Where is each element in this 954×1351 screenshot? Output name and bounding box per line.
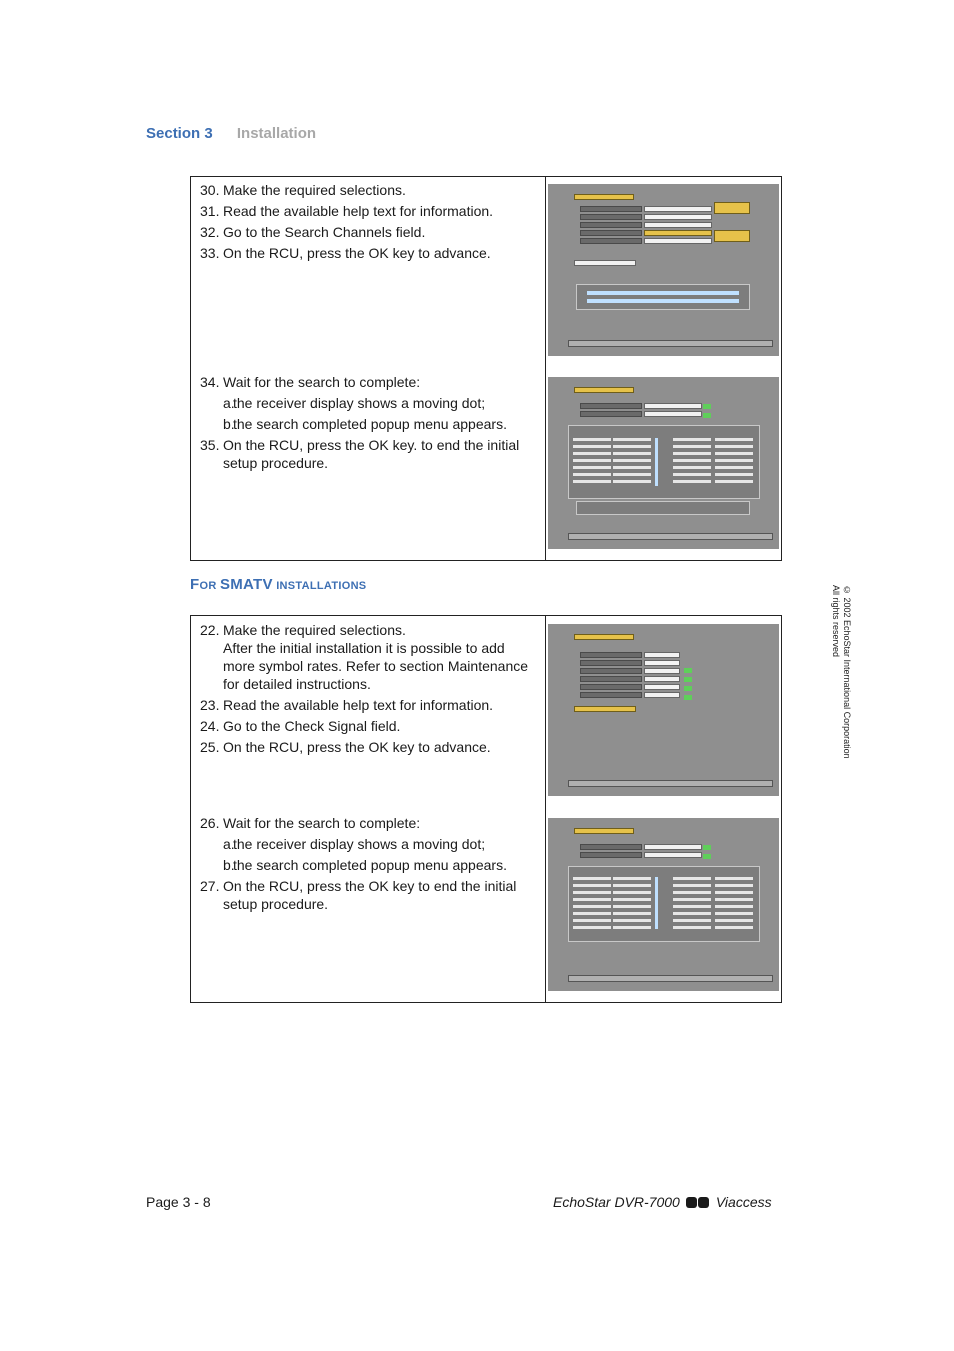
- step-34-b: b. the search completed popup menu appears.: [223, 416, 507, 432]
- step-34: 34. Wait for the search to complete:: [200, 374, 421, 390]
- scrollbar: [655, 438, 658, 486]
- progress-panel: [576, 501, 750, 515]
- screenshot-program-satellites: [548, 184, 779, 356]
- signal-meter-panel: [576, 284, 750, 310]
- menu-title-bar: [574, 387, 634, 393]
- step-30: 30. Make the required selections.: [200, 182, 406, 198]
- radio-channel-column: [715, 877, 753, 929]
- field-label: [580, 676, 642, 682]
- field-value: [644, 692, 680, 698]
- step-23: 23. Read the available help text for information.: [200, 697, 494, 713]
- field-label: [580, 222, 642, 228]
- tv-channel-column: [613, 438, 651, 486]
- tv-channel-column: [573, 438, 611, 486]
- step-34-a: a. the receiver display shows a moving dot;: [223, 395, 486, 411]
- product-suffix: Viaccess: [715, 1194, 772, 1210]
- step-27: 27. On the RCU, press the OK key to end the initial setup procedure.: [200, 878, 517, 912]
- field-label: [580, 411, 642, 417]
- channel-list-panel: [568, 425, 760, 499]
- field-value: [644, 676, 680, 682]
- field-label: [580, 206, 642, 212]
- cd-logo-icon: [686, 1197, 710, 1208]
- field-label: [580, 668, 642, 674]
- tv-channel-column: [573, 877, 611, 929]
- running-header: [146, 125, 316, 142]
- field-label: [580, 403, 642, 409]
- field-value: [644, 684, 680, 690]
- column-divider: [545, 616, 546, 1002]
- field-label: [580, 844, 642, 850]
- scrollbar: [655, 877, 658, 929]
- field-value: [644, 844, 702, 850]
- product-footer: [553, 1194, 772, 1210]
- field-value: [644, 411, 702, 417]
- step-24: 24. Go to the Check Signal field.: [200, 718, 401, 734]
- field-value: [644, 660, 680, 666]
- field-label: [580, 692, 642, 698]
- tv-channel-column: [613, 877, 651, 929]
- section-label: Section 3: [146, 125, 213, 142]
- menu-title-bar: [574, 828, 634, 834]
- check-icon: [703, 404, 711, 418]
- field-label: [580, 652, 642, 658]
- check-signal-field: [574, 706, 636, 712]
- signal-bar: [587, 291, 739, 295]
- field-value: [644, 206, 712, 212]
- field-value: [644, 222, 712, 228]
- radio-channel-column: [673, 877, 711, 929]
- field-value: [644, 403, 702, 409]
- screenshot-search-channels: [548, 377, 779, 549]
- steps-block-3: [200, 621, 540, 759]
- field-label: [580, 684, 642, 690]
- page-number: Page 3 - 8: [146, 1194, 211, 1210]
- field-value: [644, 852, 702, 858]
- step-32: 32. Go to the Search Channels field.: [200, 224, 426, 240]
- product-name: EchoStar DVR-7000: [553, 1194, 680, 1210]
- column-divider: [545, 177, 546, 560]
- instruction-table-2: [190, 615, 782, 1003]
- field-value: [644, 668, 680, 674]
- help-popup: [714, 202, 750, 214]
- field-label: [580, 214, 642, 220]
- search-channels-field: [574, 260, 636, 266]
- field-label: [580, 230, 642, 236]
- check-icon: [684, 668, 692, 700]
- menu-title-bar: [574, 634, 634, 640]
- field-value: [644, 214, 712, 220]
- step-25: 25. On the RCU, press the OK key to advance.: [200, 739, 491, 755]
- step-31: 31. Read the available help text for information.: [200, 203, 494, 219]
- step-26: 26. Wait for the search to complete:: [200, 815, 421, 831]
- status-bar: [568, 780, 773, 787]
- steps-block-1: [200, 181, 540, 265]
- subsection-heading: FOR SMATV INSTALLATIONS: [190, 576, 367, 593]
- field-value: [644, 238, 712, 244]
- step-22-note: After the initial installation it is possible to add more symbol rates. Refer to section Maintenance for detailed instructions.: [223, 640, 529, 692]
- radio-channel-column: [715, 438, 753, 486]
- step-22: 22. Make the required selections. After the initial installation it is possible to add more symbol rates. Refer to section Maintenance for detailed instructions.: [200, 622, 529, 692]
- step-35: 35. On the RCU, press the OK key. to end the initial setup procedure.: [200, 437, 520, 471]
- instruction-table-1: [190, 176, 782, 561]
- steps-block-2: [200, 373, 540, 475]
- step-26-a: a. the receiver display shows a moving dot;: [223, 836, 486, 852]
- step-26-b: b. the search completed popup menu appears.: [223, 857, 507, 873]
- screenshot-smatv-search-channels: [548, 818, 779, 991]
- channel-list-panel: [568, 866, 760, 942]
- copyright-notice: © 2002 EchoStar International Corporation All rights reserved: [831, 585, 852, 759]
- check-icon: [703, 845, 711, 859]
- section-topic: Installation: [236, 125, 317, 142]
- step-33: 33. On the RCU, press the OK key to advance.: [200, 245, 491, 261]
- quality-bar: [587, 299, 739, 303]
- help-popup: [714, 230, 750, 242]
- steps-block-4: [200, 814, 540, 916]
- field-value-highlighted: [644, 230, 712, 236]
- radio-channel-column: [673, 438, 711, 486]
- field-label: [580, 852, 642, 858]
- screenshot-system-setup: [548, 624, 779, 796]
- field-label: [580, 660, 642, 666]
- status-bar: [568, 533, 773, 540]
- field-value: [644, 652, 680, 658]
- menu-title-bar: [574, 194, 634, 200]
- status-bar: [568, 975, 773, 982]
- status-bar: [568, 340, 773, 347]
- field-label: [580, 238, 642, 244]
